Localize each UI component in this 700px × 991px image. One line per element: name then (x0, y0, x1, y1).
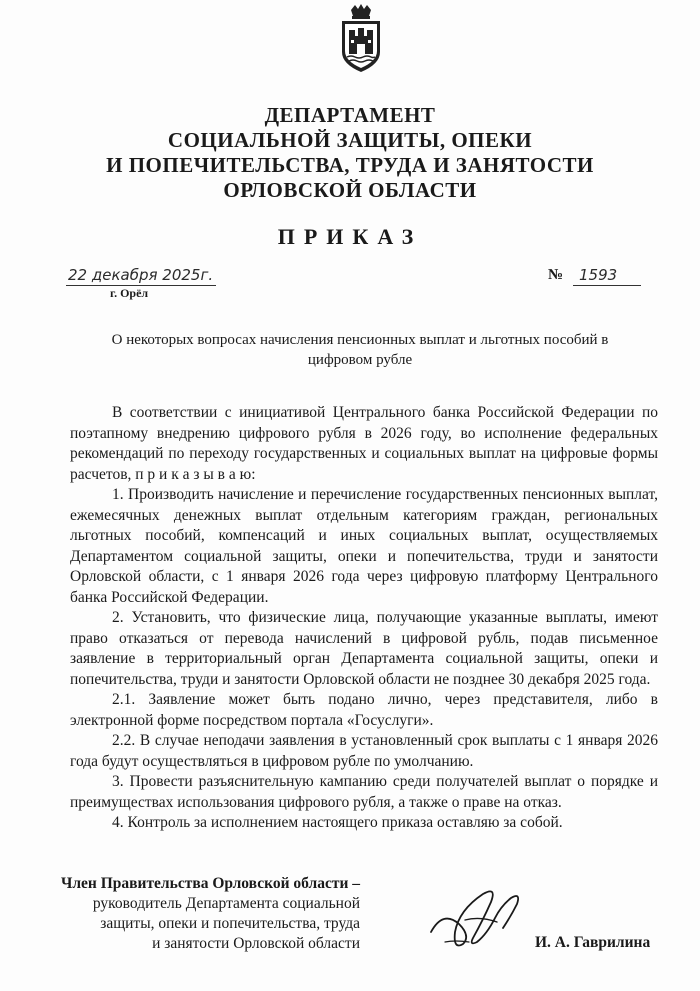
order-number: 1593 (579, 266, 618, 284)
signature-icon (425, 880, 535, 960)
signer-name: И. А. Гаврилина (535, 934, 651, 951)
city-label: г. Орёл (110, 286, 149, 300)
order-subject (70, 330, 650, 370)
order-title: ПРИКАЗ (277, 224, 423, 249)
order-date: 22 декабря 2025г. (68, 266, 214, 284)
signer-line: Член Правительства Орловской области – (60, 875, 360, 892)
header-line: И ПОПЕЧИТЕЛЬСТВА, ТРУДА И ЗАНЯТОСТИ (106, 153, 594, 177)
subject-line: О некоторых вопросах начисления пенсионных выплат и льготных пособий в (111, 332, 609, 348)
number-label: № (548, 267, 564, 283)
header-line: ОРЛОВСКОЙ ОБЛАСТИ (223, 178, 477, 202)
signer-line: руководитель Департамента социальной (92, 895, 360, 912)
coat-of-arms-icon (336, 4, 386, 74)
date-field (66, 265, 216, 286)
department-header (0, 103, 700, 203)
subject-line: цифровом рубле (307, 352, 413, 368)
signer-line: и занятости Орловской области (152, 935, 360, 952)
clause-3-paragraph: 3. Провести разъяснительную кампанию среди получателей выплат о порядке и преимуществах использования цифрового рубля, а также о праве на отказ. (70, 773, 658, 811)
clause-2-1-paragraph: 2.1. Заявление может быть подано лично, через представителя, либо в электронной форме посредством портала «Госуслуги». (70, 691, 658, 729)
header-line: СОЦИАЛЬНОЙ ЗАЩИТЫ, ОПЕКИ (167, 128, 533, 152)
clause-2-paragraph: 2. Установить, что физические лица, получающие указанные выплаты, имеют право отказаться от перевода начислений в цифровой рубль, подав письменное заявление в территориальный орган Департамента социальной защиты, опеки и попечительства, труди и занятости Орловской области не позднее 30 декабря 2025 года. (70, 609, 658, 688)
signer-position (60, 874, 360, 954)
order-body (70, 403, 658, 834)
signer-line: защиты, опеки и попечительства, труда (100, 915, 360, 932)
clause-4-paragraph: 4. Контроль за исполнением настоящего приказа оставляю за собой. (112, 814, 563, 831)
number-field (573, 265, 641, 286)
clause-1-paragraph: 1. Производить начисление и перечисление государственных пенсионных выплат, ежемесячных денежных выплат отдельным категориям граждан, региональных льготных пособий, компенсаций и иных социальных выплат, осуществляемых Департаментом социальной защиты, опеки и попечительства, труди и занятости Орловской области, с 1 января 2026 года через цифровую платформу Центрального банка Российской Федерации. (70, 486, 658, 606)
preamble-paragraph: В соответствии с инициативой Центрального банка Российской Федерации по поэтапному внедрению цифрового рубля в 2026 году, во исполнение федеральных рекомендаций по переходу государственных и социальных выплат на цифровые формы расчетов, п р и к а з ы в а ю: (70, 404, 658, 483)
header-line: ДЕПАРТАМЕНТ (264, 103, 436, 127)
clause-2-2-paragraph: 2.2. В случае неподачи заявления в установленный срок выплаты с 1 января 2026 года будут осуществляться в цифровом рубле по умолчанию. (70, 732, 658, 770)
